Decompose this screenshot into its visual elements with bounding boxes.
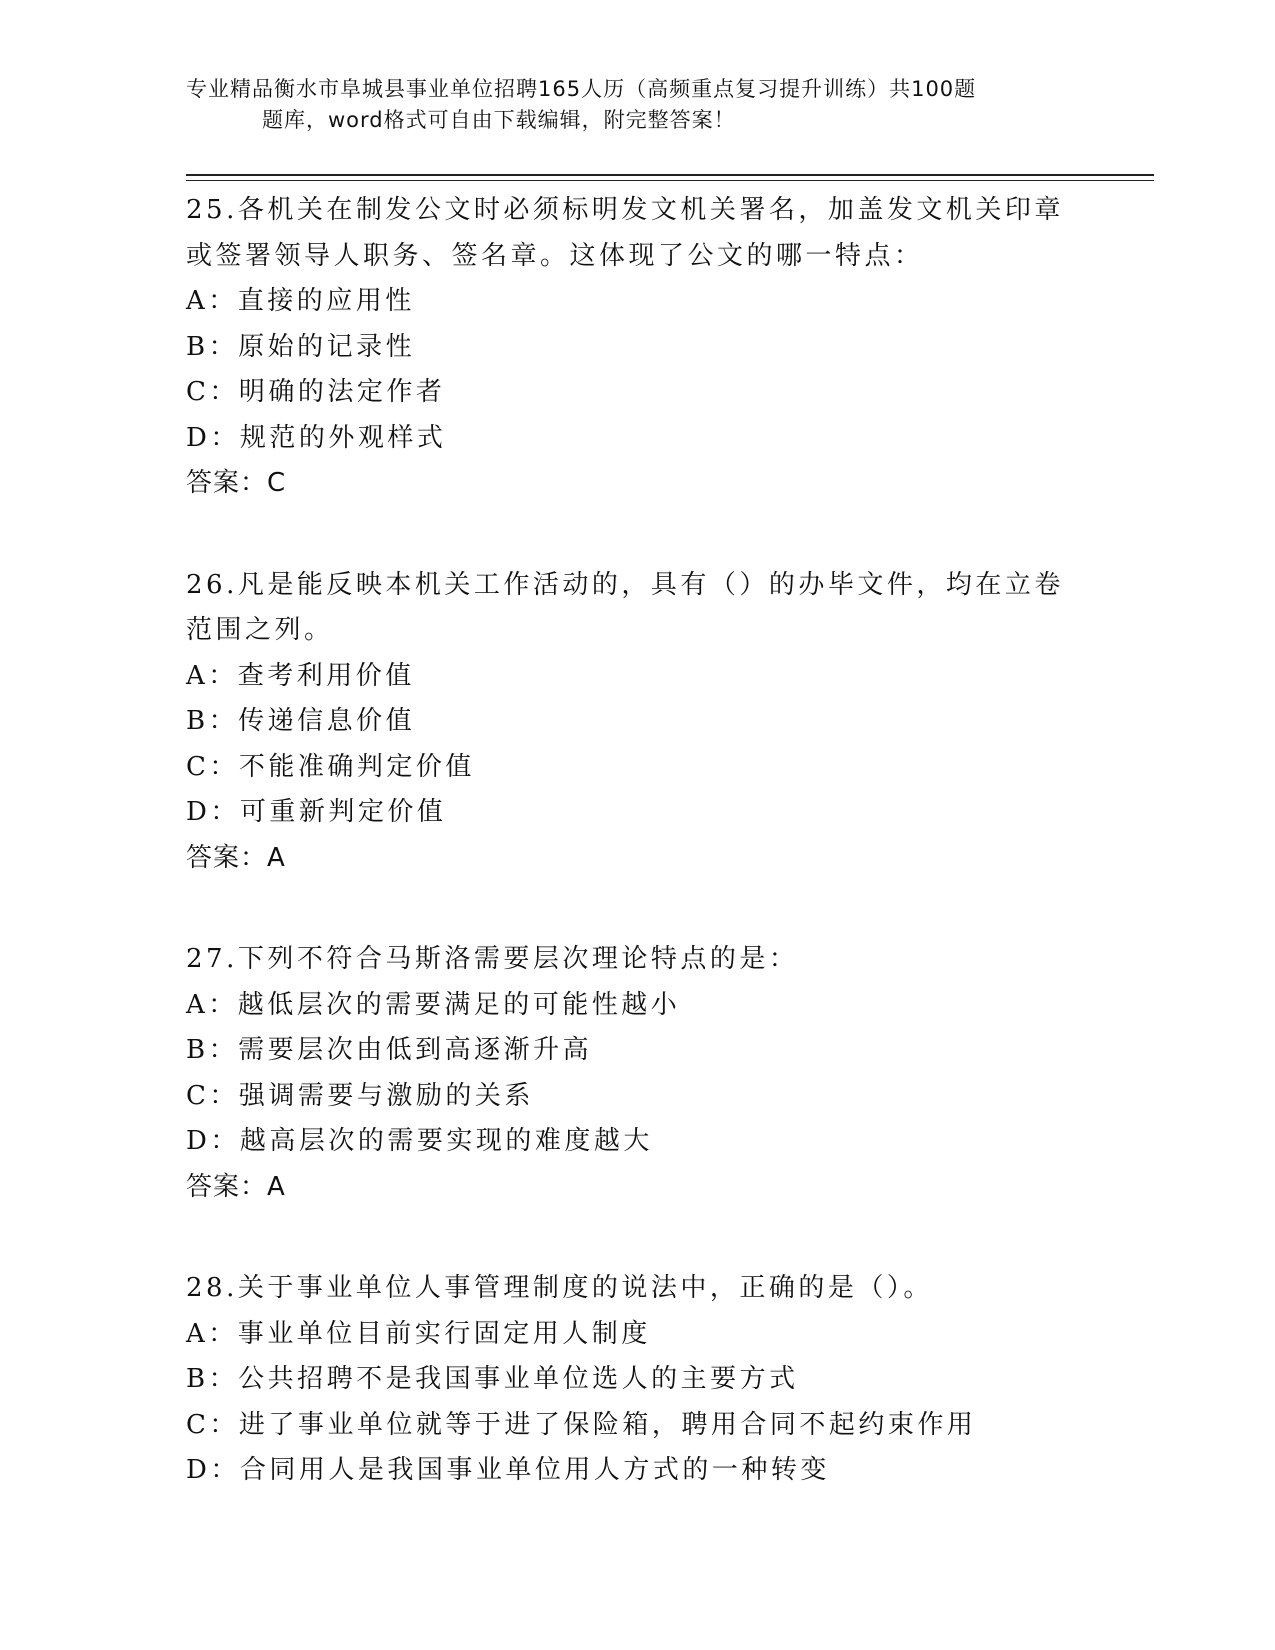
option-b: B：公共招聘不是我国事业单位选人的主要方式 [186, 1364, 799, 1394]
question-text: 27.下列不符合马斯洛需要层次理论特点的是： [186, 944, 799, 974]
option-d: D：规范的外观样式 [186, 422, 447, 453]
option-d: D：合同用人是我国事业单位用人方式的一种转变 [186, 1455, 830, 1485]
option-b: B：需要层次由低到高逐渐升高 [186, 1035, 593, 1065]
answer: 答案：A [186, 842, 286, 873]
option-b: B：原始的记录性 [186, 331, 416, 362]
header-rule-thin [186, 180, 1154, 181]
answer: 答案：C [186, 468, 287, 498]
option-d: D：可重新判定价值 [186, 797, 447, 827]
option-d: D：越高层次的需要实现的难度越大 [186, 1126, 653, 1156]
document-header [186, 74, 1086, 136]
option-a: A：直接的应用性 [186, 286, 415, 316]
question-list [186, 188, 1086, 1550]
question-text: 28.关于事业单位人事管理制度的说法中，正确的是（）。 [186, 1273, 933, 1303]
question-26 [186, 563, 1086, 882]
option-a: A：事业单位目前实行固定用人制度 [186, 1318, 651, 1349]
question-text: 26.凡是能反映本机关工作活动的，具有（）的办毕文件，均在立卷范围之列。 [186, 569, 1064, 645]
option-b: B：传递信息价值 [186, 706, 416, 736]
option-c: C：不能准确判定价值 [186, 751, 475, 782]
option-c: C：强调需要与激励的关系 [186, 1080, 534, 1111]
question-text: 25.各机关在制发公文时必须标明发文机关署名，加盖发文机关印章或签署领导人职务、签名章。这体现了公文的哪一特点： [186, 195, 1064, 271]
option-a: A：查考利用价值 [186, 660, 415, 691]
option-c: C：进了事业单位就等于进了保险箱，聘用合同不起约束作用 [186, 1409, 977, 1440]
option-a: A：越低层次的需要满足的可能性越小 [186, 989, 681, 1020]
question-25 [186, 188, 1086, 507]
question-27 [186, 937, 1086, 1210]
question-28 [186, 1266, 1086, 1494]
answer: 答案：A [186, 1171, 286, 1202]
header-title-line1: 专业精品衡水市阜城县事业单位招聘165人历（高频重点复习提升训练）共100题 [186, 77, 977, 101]
header-title-line2: 题库，word格式可自由下载编辑，附完整答案！ [262, 108, 736, 132]
header-rule-thick [186, 174, 1154, 176]
option-c: C：明确的法定作者 [186, 377, 446, 407]
